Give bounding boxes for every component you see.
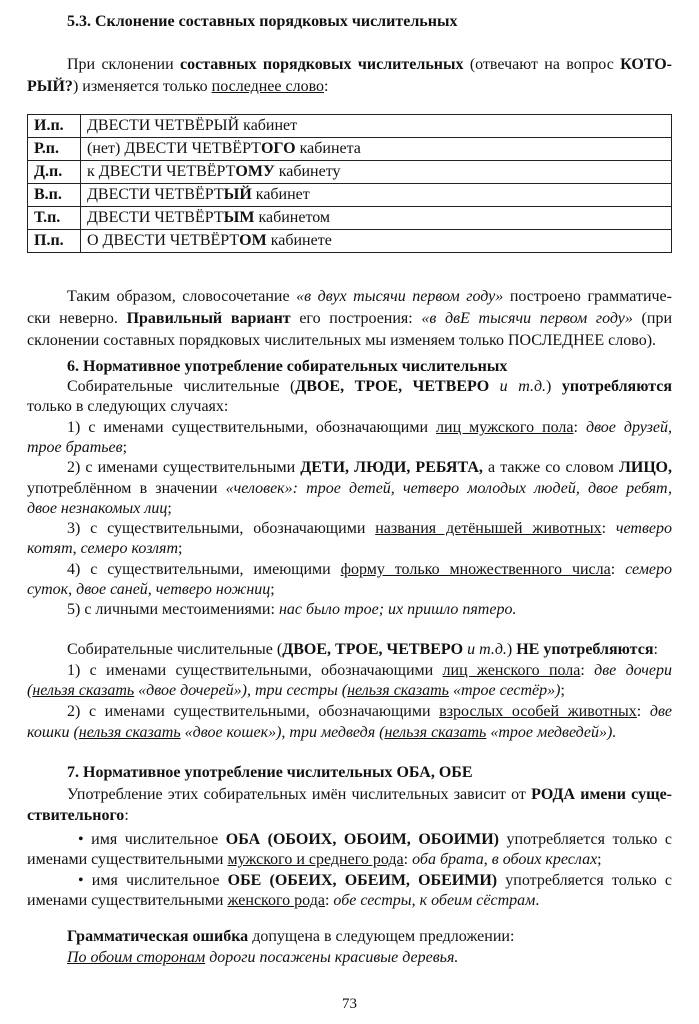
bold-text: ОГО [260, 140, 296, 157]
text-run: : [580, 662, 595, 679]
underlined-text: лиц женского пола [442, 662, 581, 679]
declension-table [27, 114, 672, 253]
bold-text: РОДА имени суще- [531, 786, 673, 803]
text-run: 3) с существительными, обозначающими [67, 520, 376, 537]
bold-text: 7. Нормативное употребление числительных ОБА, ОБЕ [67, 764, 473, 781]
error-paragraph-line [67, 926, 514, 947]
text-run: ДВЕСТИ ЧЕТВЁРТ [87, 209, 224, 226]
text-run: построено грамматиче- [503, 288, 672, 305]
used-case-3-line [67, 518, 672, 539]
text-run: ; [560, 682, 565, 699]
case-label: Т.п. [28, 207, 81, 230]
heading-5-3-line [67, 11, 457, 32]
text-run: • имя числительное [78, 831, 226, 848]
bold-text: ЫЙ [223, 186, 252, 203]
bold-text: ОМ [239, 232, 267, 249]
italic-text: котят [27, 540, 73, 557]
text-run: , [483, 851, 492, 868]
text-run: ; [597, 851, 602, 868]
italic-text: и т.д. [463, 641, 507, 658]
text-run: ; [122, 439, 128, 456]
text-run: кабинету [274, 163, 341, 180]
italic-text: «трое медведей»). [486, 724, 617, 741]
text-run: а также со словом [482, 459, 619, 476]
bullet-oba-line [78, 829, 672, 850]
oba-obe-intro-line [27, 805, 129, 826]
oba-obe-intro-line [67, 784, 672, 805]
case-form [81, 184, 672, 207]
italic-text: «в двух тысячи первом году» [296, 288, 504, 305]
table-row [28, 184, 672, 207]
underlined-text: По обоим сторонам [67, 949, 206, 966]
text-run: , [411, 892, 420, 909]
italic-text: две дочери [594, 662, 672, 679]
bullet-obe-line [78, 870, 672, 891]
text-run: 4) с существительными, имеющими [67, 561, 341, 578]
underlined-text: нельзя сказать [347, 682, 449, 699]
used-case-5-line [67, 599, 516, 620]
underlined-text: названия детёнышей животных [375, 520, 602, 537]
italic-text: две [649, 703, 673, 720]
text-run: : [324, 892, 334, 909]
italic-text: дороги посажены красивые деревья. [205, 949, 459, 966]
bold-text: ДВОЕ, ТРОЕ, ЧЕТВЕРО [295, 378, 490, 395]
text-run: : [653, 641, 658, 658]
text-run: ДВЕСТИ ЧЕТВЁРТ [87, 186, 224, 203]
underlined-text: нельзя сказать [78, 724, 181, 741]
bold-text: употребляются [561, 378, 673, 395]
text-run: При склонении [67, 56, 180, 73]
italic-text: оба брата [412, 851, 484, 868]
text-run: (при [632, 310, 673, 327]
bold-text: КОТО- [620, 56, 673, 73]
case-form [81, 115, 672, 138]
text-run: : [403, 851, 413, 868]
italic-text: семеро [625, 561, 672, 578]
italic-text: суток [27, 581, 69, 598]
text-run: . [535, 892, 540, 909]
underlined-text: последнее слово [211, 78, 325, 95]
collective-used-paragraph-line [27, 396, 228, 417]
text-run: именами существительными [27, 851, 228, 868]
error-paragraph-line [67, 947, 458, 968]
bold-text: ДВОЕ, ТРОЕ, ЧЕТВЕРО [282, 641, 464, 658]
text-run: • имя числительное [78, 872, 228, 889]
heading-6-line [67, 356, 507, 377]
text-run: ) [506, 641, 517, 658]
underlined-text: мужского и среднего рода [227, 851, 404, 868]
case-label: И.п. [28, 115, 81, 138]
bold-text: ЫМ [223, 209, 255, 226]
used-case-2-line [67, 457, 672, 478]
italic-text: четверо [615, 520, 672, 537]
case-form [81, 230, 672, 253]
not-used-case-2-line [67, 701, 672, 722]
italic-text: к обеим сёстрам [419, 892, 536, 909]
collective-used-paragraph-line [67, 376, 672, 397]
bold-text: ОМУ [235, 163, 275, 180]
italic-text: двое незнакомых лиц [27, 500, 168, 517]
text-run: к ДВЕСТИ ЧЕТВЁРТ [87, 163, 236, 180]
bullet-oba-line [27, 849, 602, 870]
italic-text: в обоих креслах [491, 851, 598, 868]
text-run: ; [270, 581, 275, 598]
case-form [81, 161, 672, 184]
conclusion-paragraph-line [67, 286, 672, 307]
underlined-text: женского рода [227, 892, 325, 909]
table-row [28, 230, 672, 253]
italic-text: трое братьев [27, 439, 123, 456]
text-run: 5) с личными местоимениями: [67, 601, 279, 618]
used-case-4-line [27, 579, 275, 600]
text-run: , [72, 540, 81, 557]
case-form [81, 207, 672, 230]
text-run: Собирательные числительные ( [67, 641, 283, 658]
text-run: 2) с именами существительными, обозначающими [67, 703, 440, 720]
table-row [28, 161, 672, 184]
text-run: : [324, 78, 329, 95]
case-label: П.п. [28, 230, 81, 253]
italic-text: «трое сестёр») [448, 682, 561, 699]
text-run: ; [167, 500, 172, 517]
text-run: : [610, 561, 626, 578]
text-run: ски неверно. [27, 310, 127, 327]
table-row [28, 138, 672, 161]
text-run: только в следующих случаях: [27, 398, 229, 415]
used-case-2-line [27, 498, 172, 519]
case-label: Р.п. [28, 138, 81, 161]
text-run: : [601, 520, 616, 537]
bold-text: НЕ употребляются [516, 641, 654, 658]
not-used-case-1-line [27, 680, 565, 701]
bold-text: составных порядковых числительных [179, 56, 464, 73]
underlined-text: взрослых особей животных [439, 703, 637, 720]
text-run: ) [546, 378, 562, 395]
used-case-1-line [27, 437, 127, 458]
italic-text: двое саней, четверо ножниц [76, 581, 271, 598]
used-case-4-line [67, 559, 672, 580]
text-run: ДВЕСТИ ЧЕТВЁРЫЙ кабинет [87, 117, 298, 134]
text-run: его построения: [290, 310, 422, 327]
bold-text: 6. Нормативное употребление собирательных числительных [67, 358, 508, 375]
table-row [28, 207, 672, 230]
underlined-text: нельзя сказать [384, 724, 487, 741]
bold-text: Грамматическая ошибка [67, 928, 249, 945]
text-run: ) изменяется только [72, 78, 212, 95]
text-run: склонении составных порядковых числительных мы изменяем только ПОСЛЕДНЕЕ слово). [27, 332, 657, 349]
underlined-text: лиц мужского пола [436, 419, 574, 436]
bold-text: ЛИЦО, [618, 459, 672, 476]
italic-text: «человек»: трое детей, четверо молодых людей, двое ребят, [225, 480, 673, 497]
case-label: В.п. [28, 184, 81, 207]
bold-text: 5.3. Склонение составных порядковых числительных [67, 13, 458, 30]
underlined-text: форму только множественного числа [340, 561, 611, 578]
italic-text: двое друзей, [585, 419, 673, 436]
text-run: О ДВЕСТИ ЧЕТВЁРТ [87, 232, 240, 249]
page-number: 73 [342, 996, 357, 1012]
italic-text: «в двЕ тысячи первом году» [421, 310, 633, 327]
text-run: 2) с именами существительными [67, 459, 301, 476]
text-run: употребляется только с [497, 872, 673, 889]
case-label: Д.п. [28, 161, 81, 184]
text-run: 1) с именами существительными, обозначающими [67, 419, 437, 436]
italic-text: обе сестры [333, 892, 412, 909]
text-run: : [636, 703, 650, 720]
italic-text: семеро козлят [80, 540, 179, 557]
bold-text: ствительного [27, 807, 125, 824]
case-form [81, 138, 672, 161]
italic-text: ( [27, 682, 33, 699]
bullet-obe-line [27, 890, 539, 911]
text-run: (отвечают на вопрос [463, 56, 621, 73]
conclusion-paragraph-line [27, 308, 672, 329]
text-run: кабинетом [254, 209, 331, 226]
intro-paragraph-line [67, 54, 672, 75]
bold-text: Правильный вариант [126, 310, 291, 327]
bold-text: ОБЕ (ОБЕИХ, ОБЕИМ, ОБЕИМИ) [227, 872, 498, 889]
text-run: Таким образом, словосочетание [67, 288, 297, 305]
bold-text: ДЕТИ, ЛЮДИ, РЕБЯТА, [300, 459, 483, 476]
italic-text: и т.д. [489, 378, 547, 395]
text-run: ; [178, 540, 183, 557]
used-case-1-line [67, 417, 672, 438]
used-case-3-line [27, 538, 182, 559]
heading-7-line [67, 762, 473, 783]
intro-paragraph-line [27, 76, 328, 97]
text-run: кабинета [295, 140, 361, 157]
text-run: кабинете [266, 232, 332, 249]
not-used-case-2-line [27, 722, 616, 743]
collective-not-used-paragraph-line [67, 639, 658, 660]
text-run: кабинет [251, 186, 310, 203]
text-run: допущена в следующем предложении: [248, 928, 515, 945]
text-run: Употребление этих собирательных имён числительных зависит от [67, 786, 532, 803]
underlined-text: нельзя сказать [32, 682, 135, 699]
text-run: употреблённом в значении [27, 480, 226, 497]
table-row [28, 115, 672, 138]
text-run: именами существительными [27, 892, 228, 909]
bold-text: РЫЙ? [27, 78, 73, 95]
used-case-2-line [27, 478, 672, 499]
text-run: : [124, 807, 129, 824]
italic-text: «двое дочерей»), три сестры ( [134, 682, 348, 699]
text-run: , [68, 581, 77, 598]
italic-text: нас было трое; их пришло пятеро. [278, 601, 517, 618]
conclusion-paragraph-line [27, 330, 656, 351]
italic-text: «двое кошек»), три медведя ( [180, 724, 385, 741]
text-run: (нет) ДВЕСТИ ЧЕТВЁРТ [87, 140, 261, 157]
text-run: : [573, 419, 586, 436]
not-used-case-1-line [67, 660, 672, 681]
bold-text: ОБА (ОБОИХ, ОБОИМ, ОБОИМИ) [225, 831, 499, 848]
text-run: Собирательные числительные ( [67, 378, 296, 395]
italic-text: кошки ( [27, 724, 79, 741]
text-run: употребляется только с [499, 831, 673, 848]
text-run: 1) с именами существительными, обозначающими [67, 662, 443, 679]
